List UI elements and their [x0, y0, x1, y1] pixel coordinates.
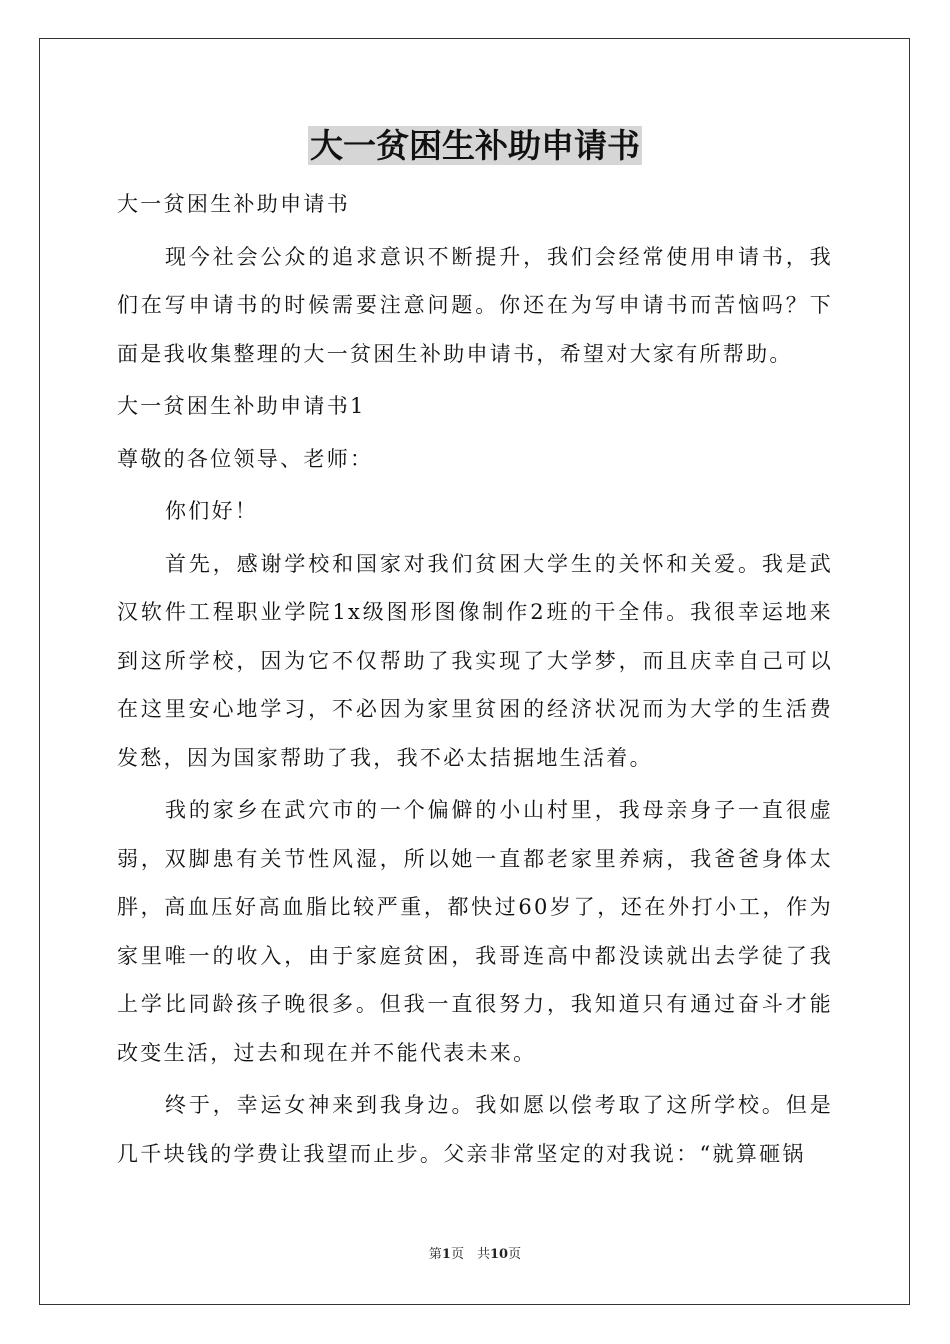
- body-paragraph: 首先，感谢学校和国家对我们贫困大学生的关怀和关爱。我是武汉软件工程职业学院1x级图形图像制作2班的干全伟。我很幸运地来到这所学校，因为它不仅帮助了我实现了大学梦，而且庆幸自己可以在这里安心地学习，不必因为家里贫困的经济状况而为大学的生活费发愁，因为国家帮助了我，我不必太拮据地生活着。: [117, 551, 833, 770]
- section-heading: 大一贫困生补助申请书1: [117, 394, 366, 418]
- body-paragraph: 终于，幸运女神来到我身边。我如愿以偿考取了这所学校。但是几千块钱的学费让我望而止步。父亲非常坚定的对我说：“就算砸锅: [117, 1093, 833, 1166]
- page-mid: 页 共: [450, 1247, 490, 1262]
- salutation: 尊敬的各位领导、老师：: [117, 446, 374, 471]
- total-pages-number: 10: [489, 1247, 509, 1262]
- document-subtitle: 大一贫困生补助申请书: [117, 192, 350, 216]
- page-footer: [0, 1246, 950, 1264]
- greeting: 你们好！: [165, 499, 259, 523]
- current-page-number: 1: [441, 1247, 451, 1262]
- document-title: [0, 123, 950, 169]
- document-title-text: 大一贫困生补助申请书: [310, 126, 640, 165]
- page-suffix: 页: [508, 1247, 522, 1262]
- page-prefix: 第: [428, 1247, 442, 1262]
- body-paragraph: 我的家乡在武穴市的一个偏僻的小山村里，我母亲身子一直很虚弱，双脚患有关节性风湿，所以她一直都老家里养病，我爸爸身体太胖，高血压好高血脂比较严重，都快过60岁了，还在外打小工，作为家里唯一的收入，由于家庭贫困，我哥连高中都没读就出去学徒了我上学比同龄孩子晚很多。但我一直很努力，我知道只有通过奋斗才能改变生活，过去和现在并不能代表未来。: [117, 798, 833, 1065]
- intro-paragraph: 现今社会公众的追求意识不断提升，我们会经常使用申请书，我们在写申请书的时候需要注意问题。你还在为写申请书而苦恼吗？下面是我收集整理的大一贫困生补助申请书，希望对大家有所帮助。: [117, 244, 833, 366]
- document-body: [117, 180, 833, 1178]
